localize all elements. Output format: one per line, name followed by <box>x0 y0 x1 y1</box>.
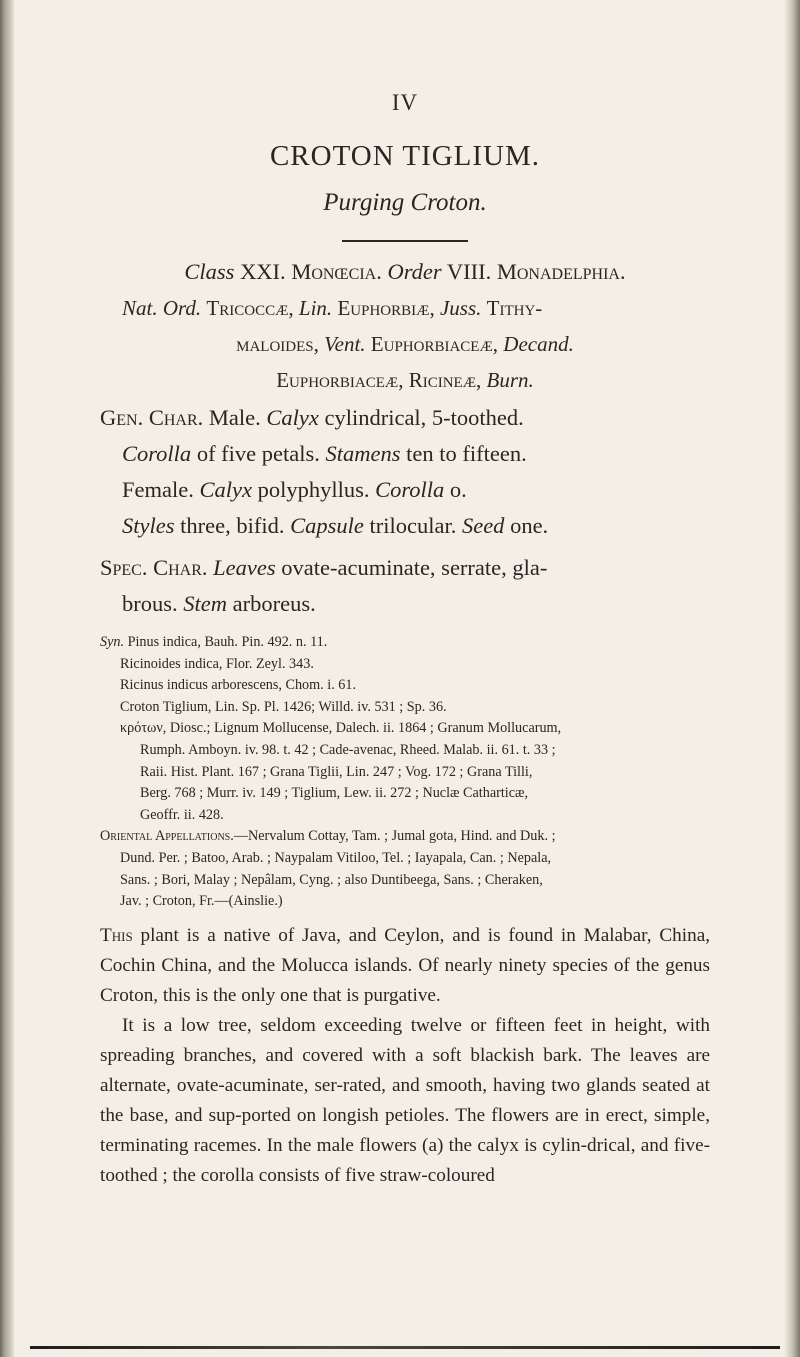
body-paragraph-1: This plant is a native of Java, and Ceylon, and is found in Malabar, China, Cochin China, and the Molucca islands. Of nearly ninety species of the genus Croton, this is the only one that is purgative. <box>100 924 711 1006</box>
gen-char-block <box>100 400 710 544</box>
plate-number: IV <box>391 90 419 115</box>
syn-line: κρότων, Diosc.; Lignum Mollucense, Dalech. ii. 1864 ; Granum Mollucarum, <box>120 720 562 737</box>
oriental-line: Dund. Per. ; Batoo, Arab. ; Naypalam Vitiloo, Tel. ; Iayapala, Can. ; Nepala, <box>120 849 552 866</box>
spec-char-line-2: brous. Stem arboreus. <box>122 591 316 616</box>
oriental-line: Jav. ; Croton, Fr.—(Ainslie.) <box>120 893 283 910</box>
body-paragraph-2: It is a low tree, seldom exceeding twelve or fifteen feet in height, with spreading branches, and covered with a soft blackish bark. The leaves are alternate, ovate-acuminate, ser-rated, and smooth, having two glands seated at the base, and sup-ported on longish petioles. The flowers are in erect, simple, terminating racemes. In the male flowers (a) the calyx is cylin-drical, and five-toothed ; the corolla consists of five straw-coloured <box>100 1014 710 1186</box>
body-text <box>100 921 710 1191</box>
oriental-line: Oriental Appellations.—Nervalum Cottay, Tam. ; Jumal gota, Hind. and Duk. ; <box>100 828 556 845</box>
scan-bottom-edge <box>30 1346 780 1349</box>
classification-block <box>100 254 710 622</box>
nat-ord-line-3: Euphorbiaceæ, Ricineæ, Burn. <box>276 368 534 392</box>
syn-line: Ricinus indicus arborescens, Chom. i. 61. <box>120 677 357 694</box>
oriental-line: Sans. ; Bori, Malay ; Nepâlam, Cyng. ; also Duntibeega, Sans. ; Cheraken, <box>120 871 543 888</box>
class-line: Class XXI. Monœcia. Order VIII. Monadelphia. <box>184 259 626 284</box>
syn-line: Raii. Hist. Plant. 167 ; Grana Tiglii, Lin. 247 ; Vog. 172 ; Grana Tilli, <box>140 763 533 780</box>
page-title: CROTON TIGLIUM. <box>269 140 541 172</box>
syn-line: Geoffr. ii. 428. <box>140 806 224 823</box>
page-subtitle: Purging Croton. <box>323 189 487 216</box>
scan-right-edge <box>784 0 800 1357</box>
syn-line: Croton Tiglium, Lin. Sp. Pl. 1426; Willd. iv. 531 ; Sp. 36. <box>120 698 447 715</box>
gen-char-line-1: Gen. Char. Male. Calyx cylindrical, 5-toothed. <box>100 405 524 430</box>
scan-left-edge <box>0 0 14 1357</box>
spec-char-block <box>100 550 710 622</box>
syn-line: Berg. 768 ; Murr. iv. 149 ; Tiglium, Lew. ii. 272 ; Nuclæ Catharticæ, <box>140 785 529 802</box>
gen-char-line-2: Corolla of five petals. Stamens ten to fifteen. <box>122 441 527 466</box>
spec-char-line-1: Spec. Char. Leaves ovate-acuminate, serrate, gla- <box>100 555 548 580</box>
nat-ord-line-2: maloides, Vent. Euphorbiaceæ, Decand. <box>236 332 574 356</box>
syn-line: Rumph. Amboyn. iv. 98. t. 42 ; Cade-avenac, Rheed. Malab. ii. 61. t. 33 ; <box>140 741 556 758</box>
gen-char-line-3: Female. Calyx polyphyllus. Corolla o. <box>122 477 467 502</box>
synonyms-block <box>100 632 710 913</box>
document-page <box>100 0 710 1191</box>
title-rule <box>342 240 468 242</box>
syn-line: Ricinoides indica, Flor. Zeyl. 343. <box>120 655 314 672</box>
nat-ord-line: Nat. Ord. Tricoccæ, Lin. Euphorbiæ, Juss. Tithy- <box>122 296 543 320</box>
syn-line: Syn. Pinus indica, Bauh. Pin. 492. n. 11. <box>100 634 328 650</box>
gen-char-line-4: Styles three, bifid. Capsule trilocular. Seed one. <box>122 513 549 538</box>
